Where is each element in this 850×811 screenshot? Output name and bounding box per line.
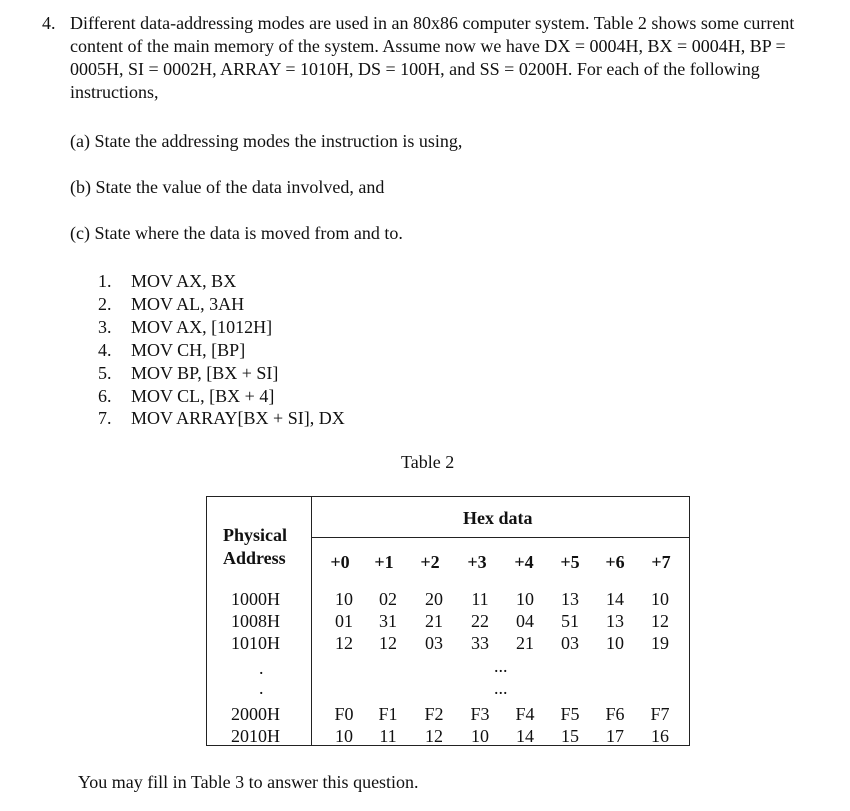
ellipsis-mid: ... bbox=[494, 656, 508, 676]
footer-note: You may fill in Table 3 to answer this question. bbox=[78, 772, 419, 792]
question-intro: Different data-addressing modes are used in an 80x86 computer system. Table 2 shows some current content of the main memory of the system. Assume now we have DX = 0004H, BX = 0004H, BP = 0005H, SI = 0002H, ARRAY = 1010H, DS = 100H, and SS = 0200H. For each of the following instructions, bbox=[70, 13, 795, 102]
hex-cell: 13 bbox=[561, 589, 579, 609]
instruction-item bbox=[98, 293, 345, 316]
hex-cell: 17 bbox=[606, 726, 624, 746]
ellipsis-dot: . bbox=[259, 678, 264, 698]
hex-cell: 15 bbox=[561, 726, 579, 746]
hex-cell: 14 bbox=[516, 726, 534, 746]
part-a: (a) State the addressing modes the instruction is using, bbox=[70, 131, 463, 151]
table-caption: Table 2 bbox=[401, 452, 455, 472]
ellipsis-dot: . bbox=[259, 658, 264, 678]
instruction-item bbox=[98, 316, 345, 339]
instruction-number: 1. bbox=[98, 271, 112, 291]
hex-cell: 19 bbox=[651, 633, 669, 653]
physical-header-line1: Physical bbox=[223, 525, 288, 545]
instruction-text: MOV CH, [BP] bbox=[131, 339, 246, 360]
hex-cell: F1 bbox=[378, 704, 398, 724]
offset-header: +6 bbox=[605, 552, 625, 572]
hex-cell: 04 bbox=[516, 611, 534, 631]
offset-header: +1 bbox=[374, 552, 394, 572]
instruction-item bbox=[98, 407, 345, 430]
offset-header: +3 bbox=[467, 552, 487, 572]
offset-header: +5 bbox=[560, 552, 580, 572]
hex-cell: 03 bbox=[425, 633, 443, 653]
table-column-divider bbox=[311, 497, 312, 745]
instruction-number: 6. bbox=[98, 385, 112, 406]
address-cell: 2010H bbox=[231, 726, 280, 746]
hex-cell: F5 bbox=[560, 704, 580, 724]
hex-cell: 31 bbox=[379, 611, 397, 631]
instruction-number: 7. bbox=[98, 408, 112, 429]
hex-cell: F0 bbox=[334, 704, 354, 724]
offset-header: +2 bbox=[420, 552, 440, 572]
hex-cell: 10 bbox=[651, 589, 669, 609]
hex-cell: 20 bbox=[425, 589, 443, 609]
ellipsis-mid: ... bbox=[494, 678, 508, 698]
instruction-number: 3. bbox=[98, 316, 112, 337]
hex-cell: F2 bbox=[424, 704, 444, 724]
hex-cell: 11 bbox=[379, 726, 397, 746]
hex-cell: 03 bbox=[561, 633, 579, 653]
hex-cell: F3 bbox=[470, 704, 490, 724]
hex-cell: 13 bbox=[606, 611, 624, 631]
instruction-item bbox=[98, 339, 345, 362]
hex-cell: 10 bbox=[606, 633, 624, 653]
instruction-text: MOV CL, [BX + 4] bbox=[131, 385, 275, 406]
address-cell: 1000H bbox=[231, 589, 280, 609]
hex-cell: 10 bbox=[335, 589, 353, 609]
hex-cell: F6 bbox=[605, 704, 625, 724]
hex-cell: 10 bbox=[516, 589, 534, 609]
hex-cell: 02 bbox=[379, 589, 397, 609]
hex-cell: 12 bbox=[425, 726, 443, 746]
hex-cell: 01 bbox=[335, 611, 353, 631]
hex-cell: 10 bbox=[335, 726, 353, 746]
instruction-number: 4. bbox=[98, 339, 112, 360]
hex-cell: 51 bbox=[561, 611, 579, 631]
hex-cell: F4 bbox=[515, 704, 535, 724]
hex-cell: 12 bbox=[651, 611, 669, 631]
instruction-item bbox=[98, 362, 345, 385]
hex-cell: 14 bbox=[606, 589, 624, 609]
hex-cell: 21 bbox=[516, 633, 534, 653]
hex-cell: 12 bbox=[335, 633, 353, 653]
question-number: 4. bbox=[42, 13, 56, 33]
offset-header: +4 bbox=[514, 552, 534, 572]
instruction-number: 2. bbox=[98, 293, 112, 314]
instruction-text: MOV AX, BX bbox=[131, 271, 237, 291]
hex-cell: 16 bbox=[651, 726, 669, 746]
hex-cell: 11 bbox=[471, 589, 489, 609]
address-cell: 1008H bbox=[231, 611, 280, 631]
hex-cell: F7 bbox=[650, 704, 670, 724]
hex-data-header: Hex data bbox=[463, 508, 533, 528]
offset-header: +0 bbox=[330, 552, 350, 572]
instruction-text: MOV AL, 3AH bbox=[131, 293, 245, 314]
instruction-text: MOV ARRAY[BX + SI], DX bbox=[131, 408, 345, 429]
instruction-number: 5. bbox=[98, 362, 112, 383]
offset-header: +7 bbox=[651, 552, 671, 572]
physical-header-line2: Address bbox=[223, 548, 286, 568]
address-cell: 1010H bbox=[231, 633, 280, 653]
instruction-item bbox=[98, 385, 345, 408]
part-c: (c) State where the data is moved from and to. bbox=[70, 223, 403, 243]
hex-cell: 21 bbox=[425, 611, 443, 631]
memory-table bbox=[206, 496, 690, 746]
hex-cell: 12 bbox=[379, 633, 397, 653]
table-header-divider bbox=[311, 537, 689, 538]
instruction-text: MOV AX, [1012H] bbox=[131, 316, 273, 337]
address-cell: 2000H bbox=[231, 704, 280, 724]
instruction-list bbox=[98, 270, 345, 430]
hex-cell: 10 bbox=[471, 726, 489, 746]
part-b: (b) State the value of the data involved, and bbox=[70, 177, 385, 197]
instruction-item bbox=[98, 270, 345, 293]
hex-cell: 22 bbox=[471, 611, 489, 631]
hex-cell: 33 bbox=[471, 633, 489, 653]
instruction-text: MOV BP, [BX + SI] bbox=[131, 362, 279, 383]
